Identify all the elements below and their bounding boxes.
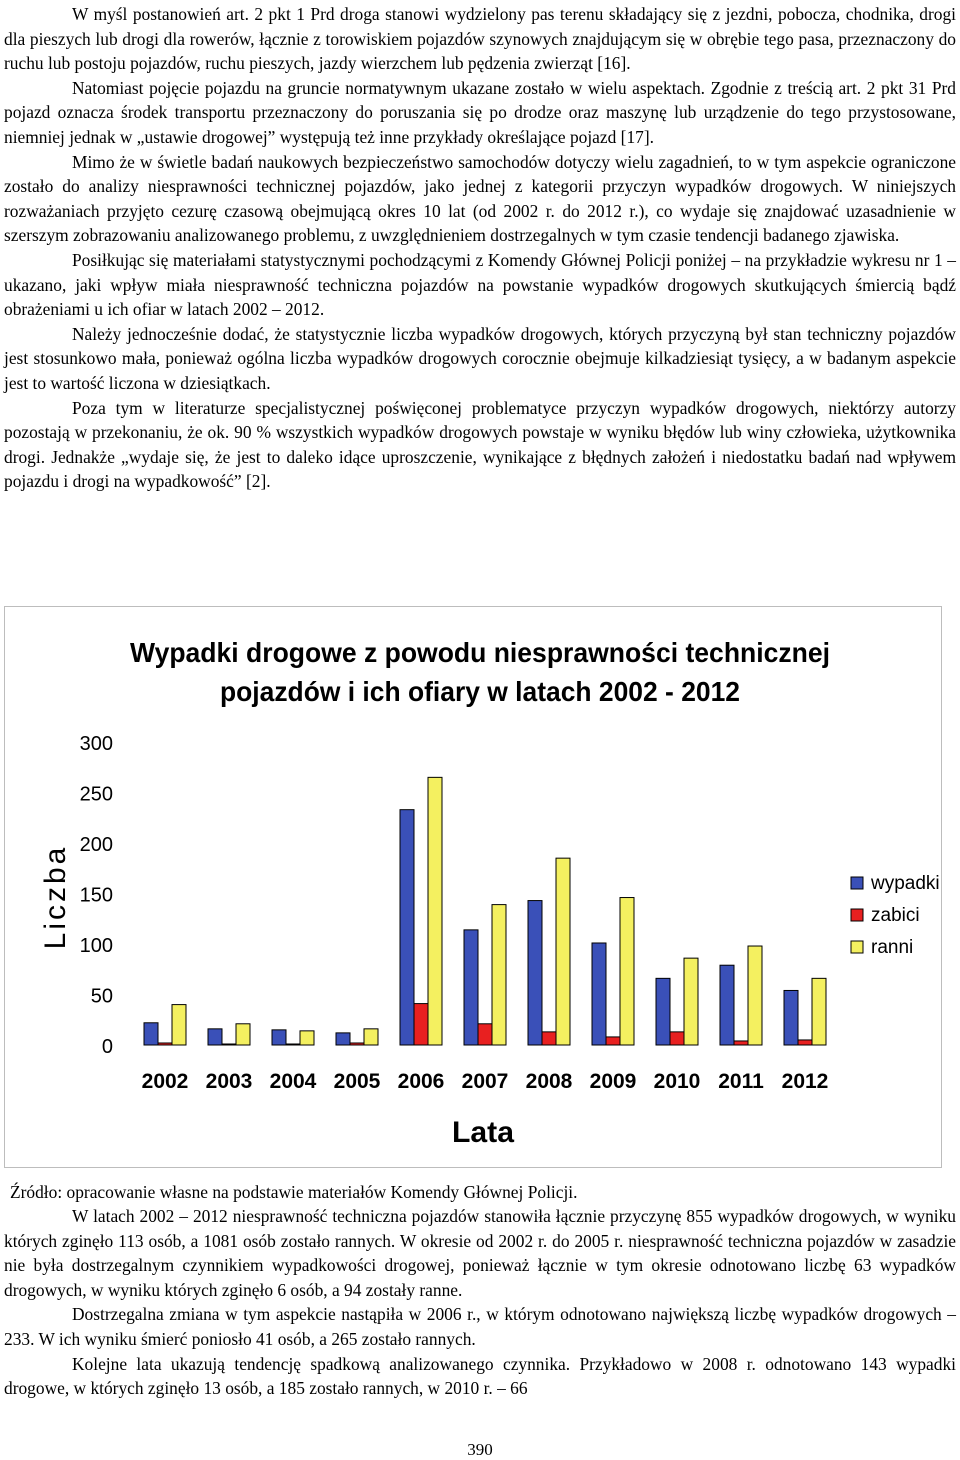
- bar-zabici-2007: [478, 1024, 492, 1045]
- chart-title-line1: Wypadki drogowe z powodu niesprawności technicznej: [130, 637, 830, 668]
- y-tick-label: 150: [79, 884, 113, 907]
- bar-zabici-2002: [158, 1043, 172, 1045]
- bar-wypadki-2003: [208, 1029, 222, 1045]
- bar-wypadki-2004: [272, 1030, 286, 1045]
- legend-label-zabici: zabici: [871, 905, 920, 926]
- y-tick-label: 200: [79, 834, 113, 856]
- bar-ranni-2007: [492, 905, 506, 1045]
- paragraph: Należy jednocześnie dodać, że statystycznie liczba wypadków drogowych, których przyczyną był stan techniczny pojazdów jest stosunkowo mała, ponieważ ogólna liczba wypadków drogowych corocznie obejmuje kilkadziesiąt tysięcy, a w badanym aspekcie jest to wartość liczona w dziesiątkach.: [4, 323, 956, 393]
- paragraph: Mimo że w świetle badań naukowych bezpieczeństwo samochodów dotyczy wielu zagadnień, to w tym aspekcie ograniczone zostało do analizy niesprawności technicznej pojazdów, jako jednej z kategorii przyczyn wypadków drogowych. W niniejszych rozważaniach przyjęto cezurę czasową obejmującą okres 10 lat (od 2002 r. do 2012 r.), co wydaje się znajdować uzasadnienie w szerszym zobrazowaniu analizowanego problemu, z uwzględnieniem dostrzegalnych w tym czasie tendencji badanego zjawiska.: [4, 151, 956, 246]
- x-tick-label: 2011: [718, 1070, 764, 1093]
- bar-wypadki-2008: [528, 901, 542, 1045]
- x-tick-label: 2009: [589, 1070, 637, 1093]
- paragraph: Dostrzegalna zmiana w tym aspekcie nastąpiła w 2006 r., w którym odnotowano największą liczbę wypadków drogowych – 233. W ich wyniku śmierć poniosło 41 osób, a 265 zostało rannych.: [4, 1304, 956, 1349]
- legend-swatch-wypadki: [851, 877, 863, 889]
- legend-label-ranni: ranni: [871, 937, 914, 958]
- bar-zabici-2011: [734, 1041, 748, 1045]
- chart-title-line2: pojazdów i ich ofiary w latach 2002 - 2012: [220, 676, 740, 707]
- x-axis-label: Lata: [452, 1116, 515, 1149]
- x-tick-label: 2003: [205, 1070, 253, 1093]
- bar-wypadki-2005: [336, 1033, 350, 1045]
- bar-zabici-2008: [542, 1032, 556, 1045]
- y-tick-label: 300: [79, 733, 113, 755]
- chart-figure: [4, 606, 942, 1168]
- paragraph: W latach 2002 – 2012 niesprawność techniczna pojazdów stanowiła łącznie przyczynę 855 wypadków drogowych, w wyniku których zginęło 113 osób, a 1081 osób zostało rannych. W okresie od 2002 r. do 2005 r. niesprawność techniczna pojazdów w zasadzie nie była dostrzegalnym czynnikiem wypadkowości drogowej, ponieważ łącznie w tym okresie odnotowano liczbę 63 wypadków drogowych, w wyniku których zginęło 6 osób, a 94 zostały ranne.: [4, 1206, 956, 1300]
- bar-ranni-2012: [812, 978, 826, 1045]
- bar-ranni-2009: [620, 898, 634, 1045]
- bar-zabici-2010: [670, 1032, 684, 1045]
- bar-wypadki-2006: [400, 810, 414, 1045]
- bar-wypadki-2002: [144, 1023, 158, 1045]
- y-tick-labels: [80, 733, 113, 1058]
- y-tick-label: 100: [79, 935, 113, 957]
- bar-wypadki-2009: [592, 943, 606, 1045]
- x-tick-label: 2008: [525, 1070, 573, 1093]
- bar-wypadki-2010: [656, 978, 670, 1045]
- bar-wypadki-2007: [464, 930, 478, 1045]
- bar-wypadki-2011: [720, 965, 734, 1045]
- bar-ranni-2005: [364, 1029, 378, 1045]
- y-tick-label: 0: [101, 1036, 113, 1058]
- x-tick-label: 2012: [781, 1070, 829, 1093]
- bar-zabici-2003: [222, 1044, 236, 1045]
- bar-chart: [5, 607, 943, 1169]
- paragraph: Natomiast pojęcie pojazdu na gruncie normatywnym ukazane zostało w wielu aspektach. Zgodnie z treścią art. 2 pkt 31 Prd pojazd oznacza środek transportu przeznaczony do poruszania się po drodze oraz maszynę lub urządzenie do tego przystosowane, niemniej jednak w „ustawie drogowej” występują też inne przykłady określające pojazd [17].: [4, 77, 956, 147]
- bar-ranni-2006: [428, 777, 442, 1045]
- bar-zabici-2005: [350, 1043, 364, 1045]
- page-number: 390: [467, 1440, 493, 1459]
- x-tick-label: 2002: [141, 1070, 189, 1093]
- bar-ranni-2004: [300, 1031, 314, 1045]
- paragraph: Poza tym w literaturze specjalistycznej poświęconej problematyce przyczyn wypadków drogowych, niektórzy autorzy pozostają w przekonaniu, że ok. 90 % wszystkich wypadków drogowych powstaje w wyniku błędów lub winy człowieka, użytkownika drogi. Jednakże „wydaje się, że jest to daleko idące uproszczenie, wynikające z błędnych założeń i niedostatku badań nad wpływem pojazdu i drogi na wypadkowość” [2].: [4, 397, 956, 492]
- legend-swatch-ranni: [851, 941, 863, 953]
- bar-zabici-2009: [606, 1037, 620, 1045]
- bar-ranni-2008: [556, 858, 570, 1045]
- x-tick-label: 2007: [461, 1070, 509, 1093]
- x-tick-label: 2005: [333, 1070, 381, 1093]
- bar-ranni-2010: [684, 958, 698, 1045]
- figure-source: Źródło: opracowanie własne na podstawie materiałów Komendy Głównej Policji.: [10, 1182, 578, 1202]
- bar-ranni-2011: [748, 946, 762, 1045]
- y-axis-label: Liczba: [39, 844, 72, 950]
- paragraph: W myśl postanowień art. 2 pkt 1 Prd droga stanowi wydzielony pas terenu składający się z jezdni, pobocza, chodnika, drogi dla pieszych lub drogi dla rowerów, łącznie z torowiskiem pojazdów szynowych znajdującym się w obrębie tego pasa, przeznaczony do ruchu lub postoju pojazdów, ruchu pieszych, jazdy wierzchem lub pędzenia zwierząt [16].: [4, 4, 956, 74]
- y-tick-label: 50: [90, 985, 113, 1008]
- paragraph: Kolejne lata ukazują tendencję spadkową analizowanego czynnika. Przykładowo w 2008 r. odnotowano 143 wypadki drogowe, w których zginęło 13 osób, a 185 zostało rannych, w 2010 r. – 66: [4, 1353, 956, 1399]
- bar-zabici-2012: [798, 1040, 812, 1045]
- body-text-bottom: [4, 1204, 956, 1401]
- paragraph: Posiłkując się materiałami statystycznymi pochodzącymi z Komendy Głównej Policji poniżej – na przykładzie wykresu nr 1 – ukazano, jaki wpływ miała niesprawność techniczna pojazdów na powstanie wypadków drogowych skutkujących śmiercią bądź obrażeniami u ich ofiar w latach 2002 – 2012.: [4, 249, 956, 320]
- x-tick-label: 2004: [269, 1070, 317, 1093]
- bar-ranni-2003: [236, 1024, 250, 1045]
- x-tick-label: 2006: [397, 1070, 445, 1093]
- bar-wypadki-2012: [784, 990, 798, 1045]
- bar-zabici-2006: [414, 1004, 428, 1045]
- bar-zabici-2004: [286, 1044, 300, 1045]
- legend-label-wypadki: wypadki: [871, 873, 940, 894]
- legend-swatch-zabici: [851, 909, 863, 921]
- bar-ranni-2002: [172, 1005, 186, 1045]
- body-text-top: [4, 2, 956, 494]
- x-tick-labels: [142, 1070, 829, 1093]
- bars-group: [144, 777, 826, 1045]
- legend: [851, 873, 940, 958]
- x-tick-label: 2010: [653, 1070, 701, 1093]
- y-tick-label: 250: [79, 783, 113, 806]
